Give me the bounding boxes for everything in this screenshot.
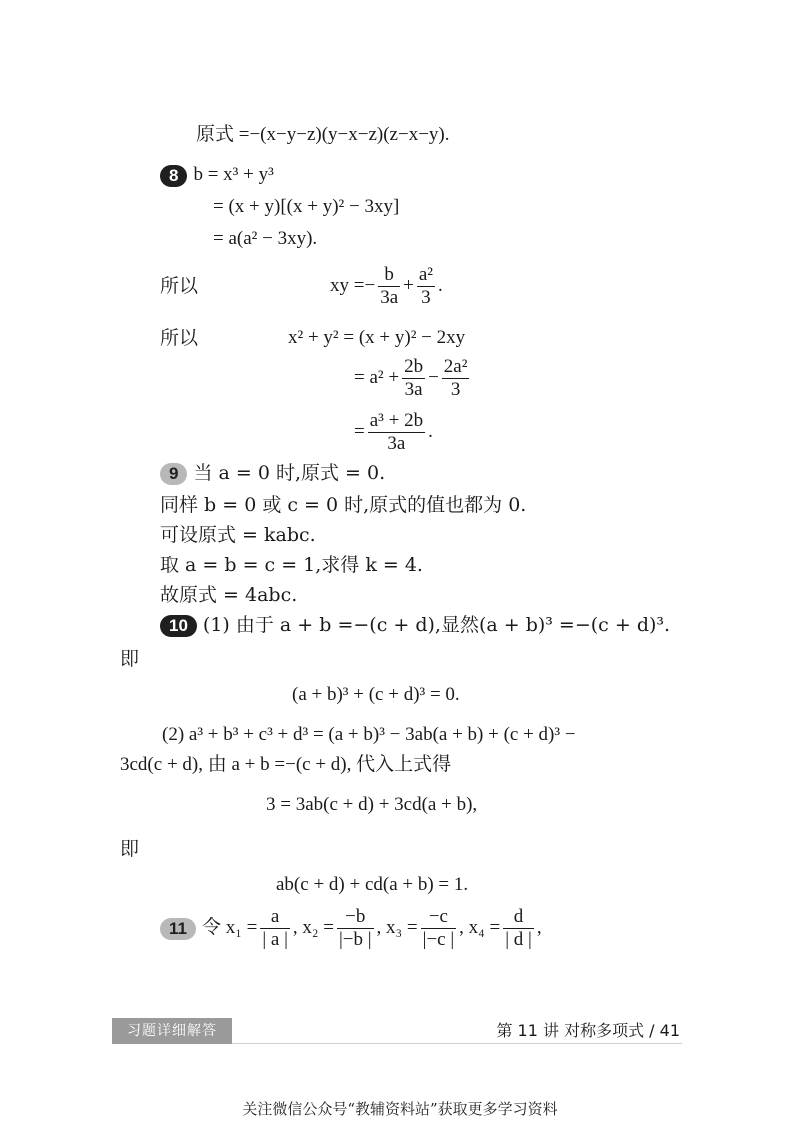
solution-9-line-4: 取 a = b = c = 1,求得 k = 4. <box>160 554 423 576</box>
equation-display-1: (a + b)³ + (c + d)³ = 0. <box>292 684 460 705</box>
ji-label: 即 <box>120 838 140 860</box>
formula-line: 原式 =−(x−y−z)(y−x−z)(z−x−y). <box>196 124 450 145</box>
solution-10-line-2: (2) a³ + b³ + c³ + d³ = (a + b)³ − 3ab(a + b) + (c + d)³ − <box>162 724 576 745</box>
section-tag: 习题详细解答 <box>112 1018 232 1044</box>
solution-8-line-1 <box>160 162 274 188</box>
equation-display-3: ab(c + d) + cd(a + b) = 1. <box>276 874 469 895</box>
formula-text: , x₄ = <box>459 917 501 938</box>
fraction: $\frac{-c}{|-c |}$ <box>422 906 455 951</box>
page-chapter-label: 第 11 讲 对称多项式 / 41 <box>496 1021 680 1040</box>
equation-display-2: 3 = 3ab(c + d) + 3cd(a + b), <box>266 794 478 815</box>
solution-8-line-2: = (x + y)[(x + y)² − 3xy] <box>213 196 400 217</box>
sum-squares-line-2 <box>354 354 472 402</box>
problem-number-badge: 9 <box>160 463 187 485</box>
solution-text: 当 a = 0 时,原式 = 0. <box>193 462 386 484</box>
therefore-label: 所以 <box>160 275 199 297</box>
fraction: $\frac{b}{3a}$ <box>380 264 399 309</box>
fraction: $\frac{-b}{|-b |}$ <box>338 906 372 951</box>
xy-equation <box>330 262 443 310</box>
solution-8-line-3: = a(a² − 3xy). <box>213 228 318 249</box>
fraction: $\frac{\text{2a²}}{3}$ <box>443 356 468 401</box>
fraction: $\frac{\text{a²}}{3}$ <box>418 264 433 309</box>
operator: − <box>428 367 439 388</box>
fraction: $\frac{a}{| a |}$ <box>262 906 288 951</box>
sum-squares-line-3 <box>354 408 433 456</box>
comma: , <box>536 917 542 938</box>
operator: = <box>354 421 365 442</box>
solution-11-line-1 <box>160 904 542 952</box>
fraction: $\frac{\text{a³ + 2b}}{3a}$ <box>369 410 424 455</box>
formula-text: , x₂ = <box>292 917 334 938</box>
solution-9-line-5: 故原式 = 4abc. <box>160 584 298 606</box>
formula-text: xy =− <box>330 275 376 296</box>
ji-label: 即 <box>120 648 140 670</box>
problem-number-badge: 10 <box>160 615 197 637</box>
problem-number-badge: 11 <box>160 918 196 940</box>
solution-9-line-1 <box>160 460 385 486</box>
solution-text: (1) 由于 a + b =−(c + d),显然(a + b)³ =−(c + d)³. <box>202 614 671 636</box>
fraction: $\frac{d}{| d |}$ <box>505 906 532 951</box>
solution-9-line-3: 可设原式 = kabc. <box>160 524 316 546</box>
formula-text: , x₃ = <box>376 917 418 938</box>
solution-10-line-3: 3cd(c + d), 由 a + b =−(c + d), 代入上式得 <box>120 754 452 775</box>
watermark-text: 关注微信公众号“教辅资料站”获取更多学习资料 <box>242 1100 558 1118</box>
therefore-label: 所以 <box>160 327 199 349</box>
formula-text: b = x³ + y³ <box>193 164 274 185</box>
problem-number-badge: 8 <box>160 165 187 187</box>
period: . <box>428 421 433 442</box>
fraction: $\frac{2b}{3a}$ <box>404 356 424 401</box>
solution-10-line-1 <box>160 612 670 638</box>
solution-9-line-2: 同样 b = 0 或 c = 0 时,原式的值也都为 0. <box>160 494 527 516</box>
period: . <box>437 275 443 296</box>
formula-text: 令 x₁ = <box>201 917 258 938</box>
sum-squares-line-1: x² + y² = (x + y)² − 2xy <box>288 327 466 348</box>
operator: + <box>403 275 414 296</box>
formula-text: = a² + <box>354 367 400 388</box>
